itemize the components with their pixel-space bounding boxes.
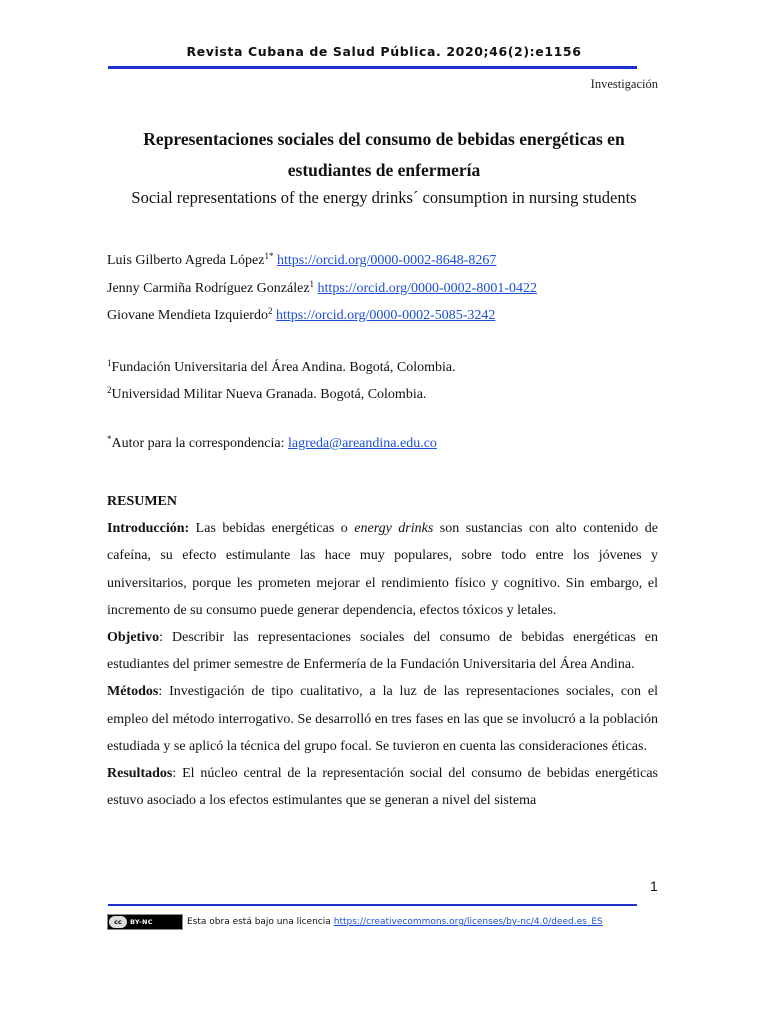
abstract-objetivo: [107, 624, 658, 678]
author-list: [107, 247, 537, 330]
correspondence-sup: *: [107, 434, 112, 444]
affiliation-text: Universidad Militar Nueva Granada. Bogotá, Colombia.: [111, 387, 427, 402]
cc-license-badge-icon: [107, 914, 183, 930]
abstract-heading: RESUMEN: [107, 494, 178, 509]
article-title-es: [100, 124, 668, 186]
objetivo-label: Objetivo: [107, 630, 160, 646]
orcid-link[interactable]: https://orcid.org/0000-0002-8648-8267: [276, 253, 497, 268]
author-name: Giovane Mendieta Izquierdo: [107, 308, 268, 323]
affiliation-sup: 2: [107, 385, 112, 395]
affiliation-list: [107, 354, 456, 408]
abstract-introduccion: [107, 515, 658, 624]
title-es-line1: Representaciones sociales del consumo de bebidas energéticas en: [143, 129, 625, 149]
affiliation-text: Fundación Universitaria del Área Andina. Bogotá, Colombia.: [111, 360, 456, 375]
intro-text-pre: Las bebidas energéticas o: [189, 521, 355, 537]
abstract-resultados: [107, 760, 658, 814]
abstract: [107, 488, 658, 814]
author-affil-sup: 2: [267, 306, 273, 316]
author-line: [107, 247, 537, 275]
author-affil-sup: 1*: [264, 251, 274, 261]
cc-badge-text: BY-NC: [130, 918, 153, 926]
resultados-label: Resultados: [107, 766, 173, 782]
license-footer: [107, 914, 603, 930]
journal-header: Revista Cubana de Salud Pública. 2020;46(2):e1156: [186, 44, 582, 59]
license-link[interactable]: https://creativecommons.org/licenses/by-nc/4.0/deed.es_ES: [333, 917, 603, 927]
title-es-line2: estudiantes de enfermería: [287, 160, 481, 180]
intro-label: Introducción:: [107, 521, 190, 537]
correspondence-email-link[interactable]: lagreda@areandina.edu.co: [287, 436, 437, 451]
article-title-en: Social representations of the energy drinks´ consumption in nursing students: [131, 188, 637, 207]
objetivo-text: : Describir las representaciones sociales del consumo de bebidas energéticas en estudiantes del primer semestre de Enfermería de la Fundación Universitaria del Área Andina.: [107, 630, 658, 673]
orcid-link[interactable]: https://orcid.org/0000-0002-5085-3242: [275, 308, 496, 323]
correspondence: [107, 436, 437, 452]
cc-logo-icon: cc: [109, 916, 127, 928]
author-name: Jenny Carmiña Rodríguez González: [107, 280, 310, 296]
metodos-label: Métodos: [107, 684, 159, 700]
orcid-link[interactable]: https://orcid.org/0000-0002-8001-0422: [317, 280, 537, 296]
license-text: Esta obra está bajo una licencia: [187, 917, 331, 927]
footer-rule: [108, 904, 637, 906]
author-name: Luis Gilberto Agreda López: [107, 253, 265, 268]
author-line: [107, 302, 537, 330]
affiliation-sup: 1: [107, 358, 112, 368]
author-line: [107, 275, 537, 303]
header-rule: [108, 66, 637, 69]
intro-emphasis: energy drinks: [354, 521, 434, 537]
affiliation: [107, 354, 456, 381]
page-number: 1: [650, 878, 658, 894]
section-label: Investigación: [590, 77, 658, 91]
resultados-text: : El núcleo central de la representación social del consumo de bebidas energéticas estuvo asociado a los efectos estimulantes que se generan a nivel del sistema: [107, 766, 658, 809]
correspondence-label: Autor para la correspondencia:: [111, 436, 288, 451]
affiliation: [107, 381, 456, 408]
author-affil-sup: 1: [309, 278, 315, 289]
intro-text-post: son sustancias con alto contenido de cafeína, su efecto estimulante las hace muy populares, sobre todo entre los jóvenes y universitarios, porque les prometen mejorar el rendimiento físico y cognitivo. Sin embargo, el incremento de su consumo puede generar dependencia, efectos tóxicos y letales.: [107, 521, 658, 618]
metodos-text: : Investigación de tipo cualitativo, a la luz de las representaciones sociales, con el empleo del método interrogativo. Se desarrolló en tres fases en las que se involucró a la población estudiada y se aplicó la técnica del grupo focal. Se tuvieron en cuenta las consideraciones éticas.: [107, 684, 658, 754]
abstract-metodos: [107, 678, 658, 760]
